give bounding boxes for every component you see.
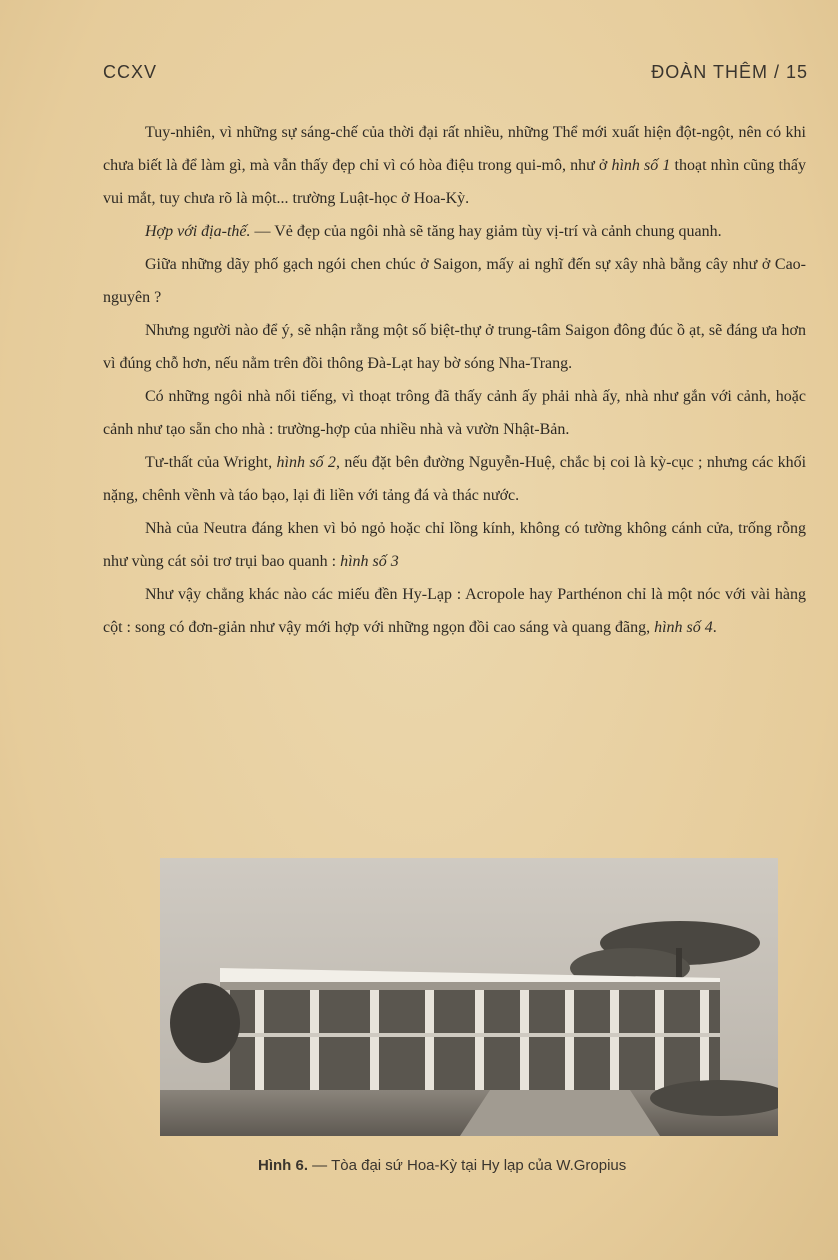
- text-run: Nhưng người nào để ý, sẽ nhận rằng một số biệt-thự ở trung-tâm Saigon đông đúc ồ ạt, sẽ đáng ưa hơn vì đúng chỗ hơn, nếu nằm trên đồi thông Đà-Lạt hay bờ sóng Nha-Trang.: [103, 322, 806, 372]
- italic-run: hình số 3: [340, 553, 399, 570]
- text-run: Tuy-nhiên, vì những sự sáng-chế của thời đại rất nhiều, những Thể mới xuất hiện đột-ngột, nên có khi chưa biết là để làm gì, mà vẫn thấy đẹp chỉ vì có hòa điệu trong qui-mô, như ở: [103, 124, 806, 174]
- paragraph: [103, 248, 806, 314]
- text-run: thoạt nhìn cũng thấy vui mắt, tuy chưa rõ là một... trường Luật-học ở Hoa-Kỳ.: [103, 157, 806, 207]
- paragraph: [103, 314, 806, 380]
- author-page-number: ĐOÀN THÊM / 15: [651, 62, 808, 82]
- paragraph: [103, 380, 806, 446]
- italic-run: hình số 2: [276, 454, 336, 471]
- text-run: , nếu đặt bên đường Nguyễn-Huệ, chắc bị coi là kỳ-cục ; nhưng các khối nặng, chênh vềnh và táo bạo, lại đi liền với tảng đá và thác nước.: [103, 454, 807, 504]
- chapter-numeral: CCXV: [103, 62, 158, 82]
- figure-caption: [258, 1157, 778, 1174]
- text-run: Như vậy chẳng khác nào các miếu đền Hy-Lạp : Acropole hay Parthénon chỉ là một nóc với vài hàng cột : song có đơn-giản như vậy mới hợp với những ngọn đồi cao sáng và quang đãng,: [103, 586, 806, 636]
- text-run: Giữa những dãy phố gạch ngói chen chúc ở Saigon, mấy ai nghĩ đến sự xây nhà bằng cây như ở Cao-nguyên ?: [103, 256, 806, 306]
- photo-figure: [160, 858, 778, 1136]
- page-header: [103, 62, 808, 90]
- text-run: Nhà của Neutra đáng khen vì bỏ ngỏ hoặc chỉ lồng kính, không có tường không cánh cửa, trống rỗng như vùng cát sỏi trơ trụi bao quanh :: [103, 520, 806, 570]
- text-run: Có những ngôi nhà nổi tiếng, vì thoạt trông đã thấy cảnh ấy phải nhà ấy, nhà như gắn với cảnh, hoặc cảnh như tạo sẵn cho nhà : trường-hợp của nhiều nhà và vườn Nhật-Bản.: [103, 388, 806, 438]
- caption-dash: —: [308, 1157, 332, 1174]
- paragraph: [103, 215, 806, 248]
- text-run: .: [712, 619, 717, 636]
- italic-run: Hợp với địa-thế.: [145, 223, 251, 240]
- caption-text: Tòa đại sứ Hoa-Kỳ tại Hy lạp của W.Gropius: [331, 1157, 627, 1174]
- italic-run: hình số 4: [654, 619, 713, 636]
- building-photo: [160, 858, 778, 1136]
- italic-run: hình số 1: [611, 157, 671, 174]
- text-run: — Vẻ đẹp của ngôi nhà sẽ tăng hay giảm tùy vị-trí và cảnh chung quanh.: [250, 223, 722, 240]
- paragraph: [103, 578, 806, 644]
- paragraph: [103, 512, 806, 578]
- paragraph: [103, 116, 806, 215]
- text-run: Tư-thất của Wright,: [145, 454, 277, 471]
- paragraph: [103, 446, 806, 512]
- caption-label: Hình 6.: [258, 1157, 309, 1174]
- body-text: [103, 116, 806, 644]
